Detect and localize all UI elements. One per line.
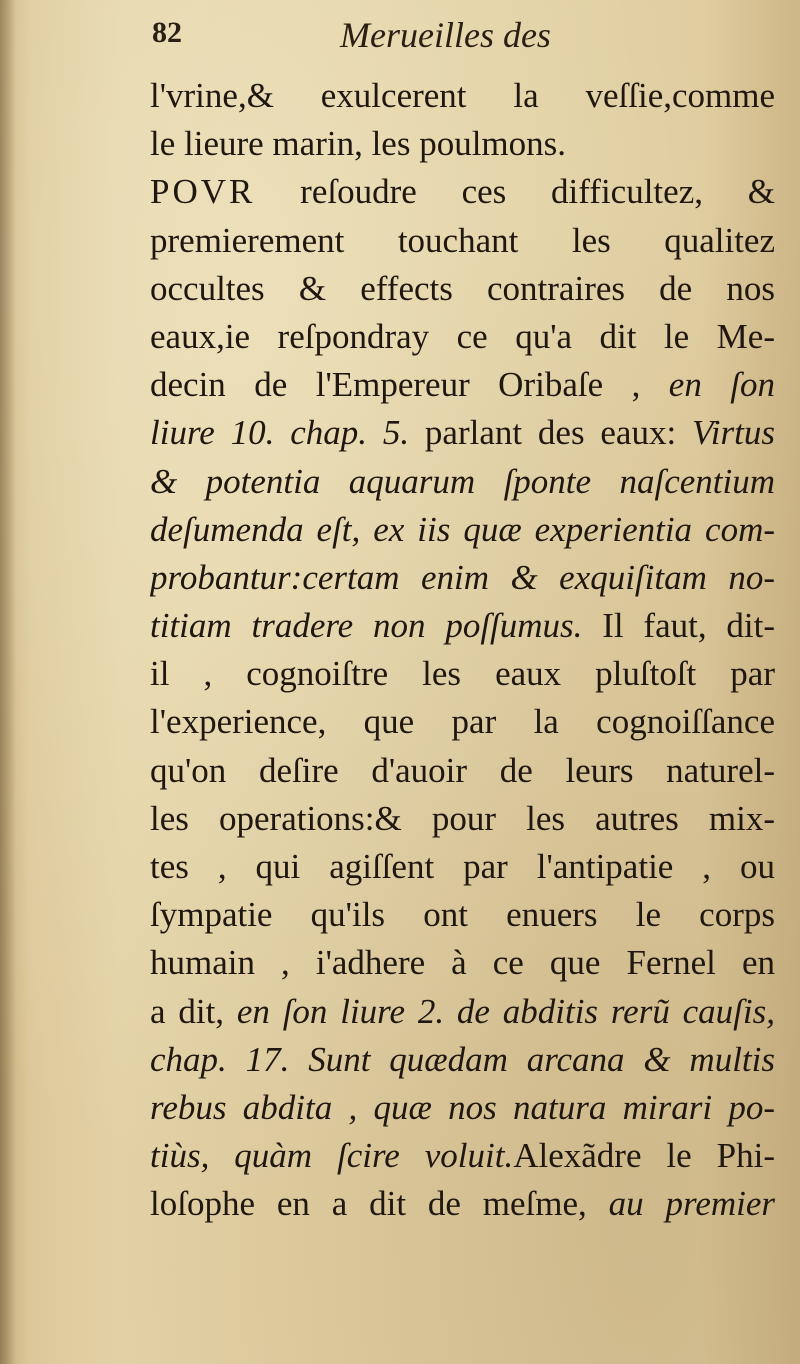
- text-line: [150, 795, 775, 843]
- text-segment: parlant des eaux:: [409, 413, 693, 453]
- text-line: [150, 168, 775, 216]
- text-segment: occultes & effects contraires de nos: [150, 268, 775, 308]
- page-gutter-shadow: [0, 0, 16, 1364]
- text-segment: il , cognoiſtre les eaux pluſtoſt par: [150, 654, 775, 694]
- text-segment: POVR: [150, 172, 256, 212]
- text-segment: l'experience, que par la cognoiſſance: [150, 702, 775, 742]
- text-line: [150, 939, 775, 987]
- text-segment: qu'on deſire d'auoir de leurs naturel-: [150, 750, 775, 790]
- text-segment: decin de l'Empereur Oribaſe ,: [150, 365, 669, 405]
- page-number: 82: [152, 16, 182, 49]
- text-line: [150, 506, 775, 554]
- text-segment: les operations:& pour les autres mix-: [150, 798, 775, 838]
- body-text: [150, 72, 775, 1229]
- text-segment: tes , qui agiſſent par l'antipatie , ou: [150, 847, 775, 886]
- italic-text: & potentia aquarum ſponte naſcentium: [150, 461, 775, 501]
- text-line: [150, 602, 775, 650]
- italic-text: tiùs, quàm ſcire voluit.: [150, 1136, 514, 1176]
- text-segment: Il faut, dit-: [582, 606, 775, 646]
- text-line: [150, 1132, 775, 1180]
- text-line: [150, 650, 775, 698]
- italic-text: deſumenda eſt, ex iis quæ experientia com-: [150, 509, 775, 549]
- italic-text: liure 10. chap. 5.: [150, 413, 410, 453]
- italic-text: au premier: [608, 1184, 775, 1224]
- text-line: [150, 988, 775, 1036]
- text-line: [150, 891, 775, 939]
- page-header: [150, 10, 770, 62]
- text-line: [150, 843, 775, 891]
- text-line: [150, 217, 775, 265]
- text-segment: a dit,: [150, 991, 237, 1031]
- running-title: Merueilles des: [340, 15, 551, 55]
- text-line: [150, 72, 775, 120]
- text-line: [150, 265, 775, 313]
- italic-text: en ſon: [668, 365, 775, 405]
- text-segment: Alexãdre le Phi-: [513, 1136, 775, 1176]
- text-segment: ſympatie qu'ils ont enuers le corps: [150, 895, 775, 935]
- italic-text: titiam tradere non poſſumus.: [150, 606, 583, 646]
- text-line: [150, 554, 775, 602]
- italic-text: Virtus: [692, 413, 775, 453]
- text-line: [150, 361, 775, 409]
- text-segment: le lieure marin, les poulmons.: [150, 124, 567, 164]
- text-line: [150, 458, 775, 506]
- text-line: [150, 409, 775, 457]
- italic-text: rebus abdita , quæ nos natura mirari po-: [150, 1087, 775, 1127]
- text-line: [150, 698, 775, 746]
- text-segment: premierement touchant les qualitez: [150, 220, 775, 260]
- text-segment: humain , i'adhere à ce que Fernel en: [150, 943, 775, 983]
- text-line: [150, 747, 775, 795]
- text-segment: reſoudre ces difficultez, &: [255, 172, 775, 212]
- text-line: [150, 1036, 775, 1084]
- italic-text: probantur:certam enim & exquiſitam no-: [150, 557, 775, 597]
- text-segment: loſophe en a dit de meſme,: [150, 1184, 609, 1224]
- text-segment: l'vrine,& exulcerent la veſſie,comme: [150, 76, 775, 115]
- text-line: [150, 313, 775, 361]
- text-line: [150, 1180, 775, 1228]
- italic-text: chap. 17. Sunt quædam arcana & multis: [150, 1039, 775, 1079]
- text-line: [150, 120, 775, 168]
- text-line: [150, 1084, 775, 1132]
- text-segment: eaux,ie reſpondray ce qu'a dit le Me-: [150, 316, 775, 356]
- italic-text: en ſon liure 2. de abditis rerũ cauſis,: [236, 991, 775, 1031]
